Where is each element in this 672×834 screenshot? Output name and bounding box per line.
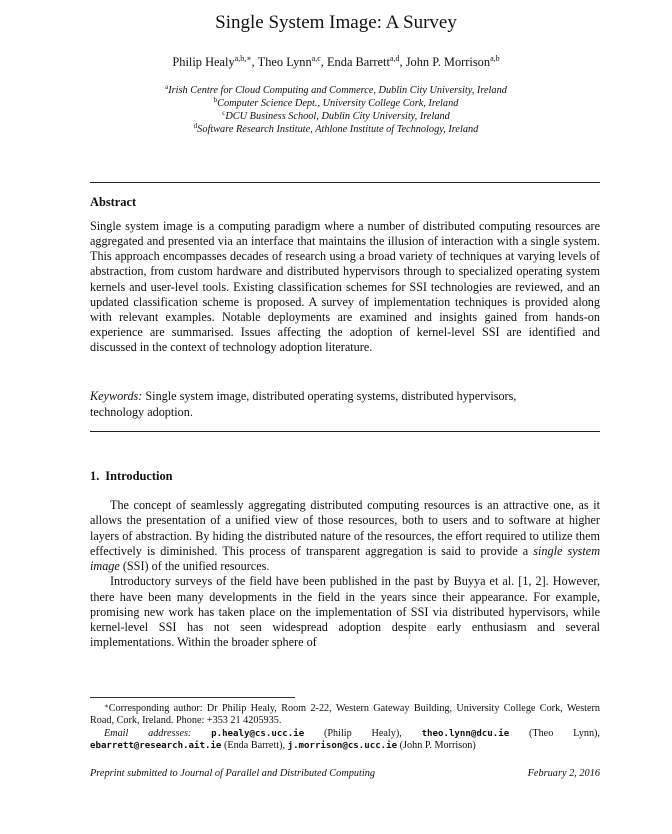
affiliation: $^c$DCU Business School, Dublin City University, Ireland [222, 109, 450, 122]
author-marks: a,b [490, 54, 500, 63]
author-list [0, 54, 672, 70]
email-addresses: Email addresses: p.healy@cs.ucc.ie (Philip Healy), theo.lynn@dcu.ie (Theo Lynn), ebarrett@research.ait.ie (Enda Barrett), j.morrison@cs.ucc.ie (John P. Morrison) [90, 727, 600, 752]
footnote-rule [90, 697, 295, 698]
corresponding-author-note: ∗Corresponding author: Dr Philip Healy, Room 2-22, Western Gateway Building, University College Cork, Western Road, Cork, Ireland. Phone: +353 21 4205935. [90, 702, 600, 727]
affiliation: $^d$Software Research Institute, Athlone Institute of Technology, Ireland [193, 122, 479, 135]
email-link[interactable]: ebarrett@research.ait.ie [90, 741, 222, 752]
affiliation: $^b$Computer Science Dept., University College Cork, Ireland [213, 96, 459, 109]
abstract-text: Single system image is a computing paradigm where a number of distributed computing resources are aggregated and presented via an interface that maintains the illusion of interaction with a single system. This approach encompasses decades of research using a broad variety of techniques at varying levels of abstraction, from custom hardware and distributed hypervisors through to specialized operating system kernels and user-level tools. Existing classification schemes for SSI technologies are reviewed, and an updated classification scheme is proposed. A survey of implementation techniques is provided along with relevant examples. Notable deployments are examined and insights gained from hands-on experience are summarised. Issues affecting the adoption of kernel-level SSI are identified and discussed in the context of technology adoption literature. [90, 219, 600, 355]
abstract-bottom-rule [90, 431, 600, 432]
abstract-top-rule [90, 182, 600, 183]
email-link[interactable]: p.healy@cs.ucc.ie [211, 728, 305, 739]
author: Philip Healy$^{a,b,∗}$, [172, 54, 258, 69]
author: Enda Barrett$^{a,d}$, [326, 54, 406, 69]
email-label: Email addresses: [104, 727, 192, 739]
author-marks: a,b,∗ [234, 54, 252, 63]
author-marks: a,c [311, 54, 321, 63]
author: John P. Morrison$^{a,b}$ [405, 54, 500, 69]
footnote [90, 703, 600, 753]
emphasis: single system image [90, 543, 601, 573]
author: Theo Lynn$^{a,c}$, [257, 54, 327, 69]
abstract-heading: Abstract [90, 195, 137, 209]
affiliation-list [0, 84, 672, 136]
paragraph: Introductory surveys of the field have been published in the past by Buyya et al. [1, 2]. However, there have been many developments in the field in the years since their appearance. For example, promising new work has taken place on the implementation of SSI via distributed hypervisors, while kernel-level SSI has not seen widespread adoption despite early enthusiasm and several implementations. Within the broader sphere of [90, 574, 600, 650]
paragraph: The concept of seamlessly aggregating distributed computing resources is an attractive one, as it allows the presentation of a unified view of those resources, both to users and to software at higher layers of abstraction. By hiding the distributed nature of the resources, the effort required to utilize them effectively is diminished. This process of transparent aggregation is said to provide a single system image (SSI) of the unified resources. [90, 498, 601, 573]
affiliation: $^a$Irish Centre for Cloud Computing and Commerce, Dublin City University, Ireland [165, 83, 507, 96]
email-link[interactable]: theo.lynn@dcu.ie [421, 728, 510, 739]
keywords [90, 389, 560, 420]
preprint-note: Preprint submitted to Journal of Parallel and Distributed Computing [90, 768, 376, 779]
keywords-label: Keywords: [90, 389, 143, 403]
preprint-date: February 2, 2016 [527, 768, 600, 779]
section-number: 1. [90, 469, 100, 483]
email-link[interactable]: j.morrison@cs.ucc.ie [287, 741, 398, 752]
author-marks: a,d [389, 54, 400, 63]
section-title: Introduction [105, 469, 173, 483]
paper-title: Single System Image: A Survey [215, 12, 457, 33]
keywords-text: Single system image, distributed operating systems, distributed hypervisors, technology adoption. [90, 389, 517, 419]
introduction-body [90, 498, 600, 651]
section-heading [90, 469, 173, 484]
